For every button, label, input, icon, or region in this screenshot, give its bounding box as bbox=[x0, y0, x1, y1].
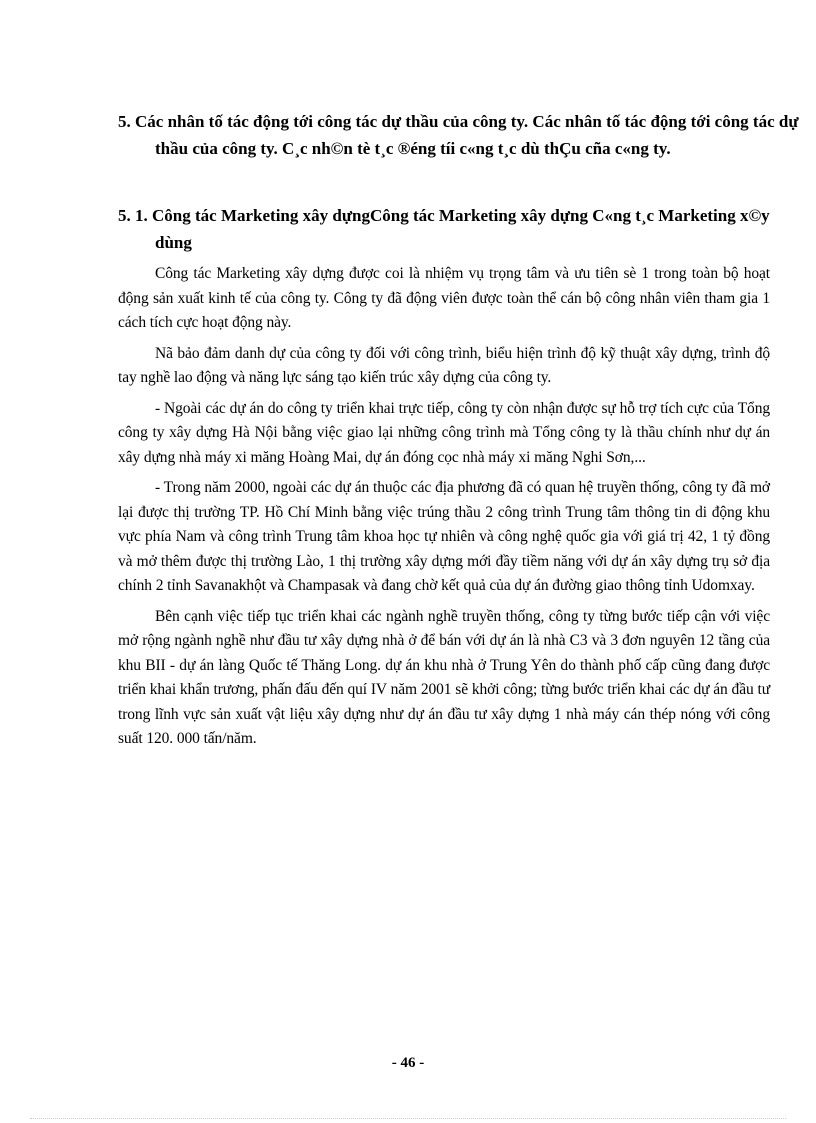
paragraph-1: Công tác Marketing xây dựng được coi là nhiệm vụ trọng tâm và ưu tiên sè 1 trong toàn bộ hoạt động sản xuất kinh tế của công ty. Công ty đã động viên được toàn thể cán bộ công nhân viên tham gia 1 cách tích cực hoạt động này. bbox=[118, 265, 770, 331]
paragraph-3: - Ngoài các dự án do công ty triển khai trực tiếp, công ty còn nhận được sự hỗ trợ tích cực của Tổng công ty xây dựng Hà Nội bằng việc giao lại những công trình mà Tổng công ty là thầu chính như dự án xây dựng nhà máy xi măng Hoàng Mai, dự án đóng cọc nhà máy xi măng Nghi Sơn,... bbox=[118, 399, 770, 466]
page-bottom-divider bbox=[30, 1118, 786, 1119]
page-number: - 46 - bbox=[391, 1055, 425, 1071]
paragraph-4: - Trong năm 2000, ngoài các dự án thuộc các địa phương đã có quan hệ truyền thống, công ty đã mở lại được thị trường TP. Hồ Chí Minh bằng việc trúng thầu 2 công trình Trung tâm thông tin di động khu vực phía Nam và công trình Trung tâm khoa học tự nhiên và công nghệ quốc gia với giá trị 42, 1 tỷ đồng và mở thêm được thị trường Lào, 1 thị trường xây dựng mới đầy tiềm năng với dự án xây dựng trụ sở địa chính 2 tỉnh Savanakhột và Champasak và đang chờ kết quả của dự án đường giao thông tỉnh Udomxay. bbox=[118, 479, 770, 594]
paragraph-5: Bên cạnh việc tiếp tục triển khai các ngành nghề truyền thống, công ty từng bước tiếp cận với việc mở rộng ngành nghề như đầu tư xây dựng nhà ở để bán với dự án là nhà C3 và 3 đơn nguyên 12 tầng của khu BII - dự án làng Quốc tế Thăng Long. dự án khu nhà ở Trung Yên do thành phố cấp cũng đang được triển khai khẩn trương, phấn đấu đến quí IV năm 2001 sẽ khởi công; từng bước triển khai các dự án đầu tư trong lĩnh vực sản xuất vật liệu xây dựng như dự án đầu tư xây dựng 1 nhà máy cán thép nóng với công suất 120. 000 tấn/năm. bbox=[118, 607, 770, 747]
subsection-heading: 5. 1. Công tác Marketing xây dựngCông tác Marketing xây dựng C«ng t¸c Marketing x©y dùng bbox=[118, 206, 770, 252]
paragraph-2: Nã bảo đảm danh dự của công ty đối với công trình, biểu hiện trình độ kỹ thuật xây dựng, trình độ tay nghề lao động và năng lực sáng tạo kiến trúc xây dựng của công ty. bbox=[118, 344, 770, 386]
body-text bbox=[118, 262, 770, 758]
section-heading: 5. Các nhân tố tác động tới công tác dự thầu của công ty. Các nhân tố tác động tới công tác dự thầu của công ty. C¸c nh©n tè t¸c ®éng tíi c«ng t¸c dù thÇu cña c«ng ty. bbox=[118, 112, 799, 158]
